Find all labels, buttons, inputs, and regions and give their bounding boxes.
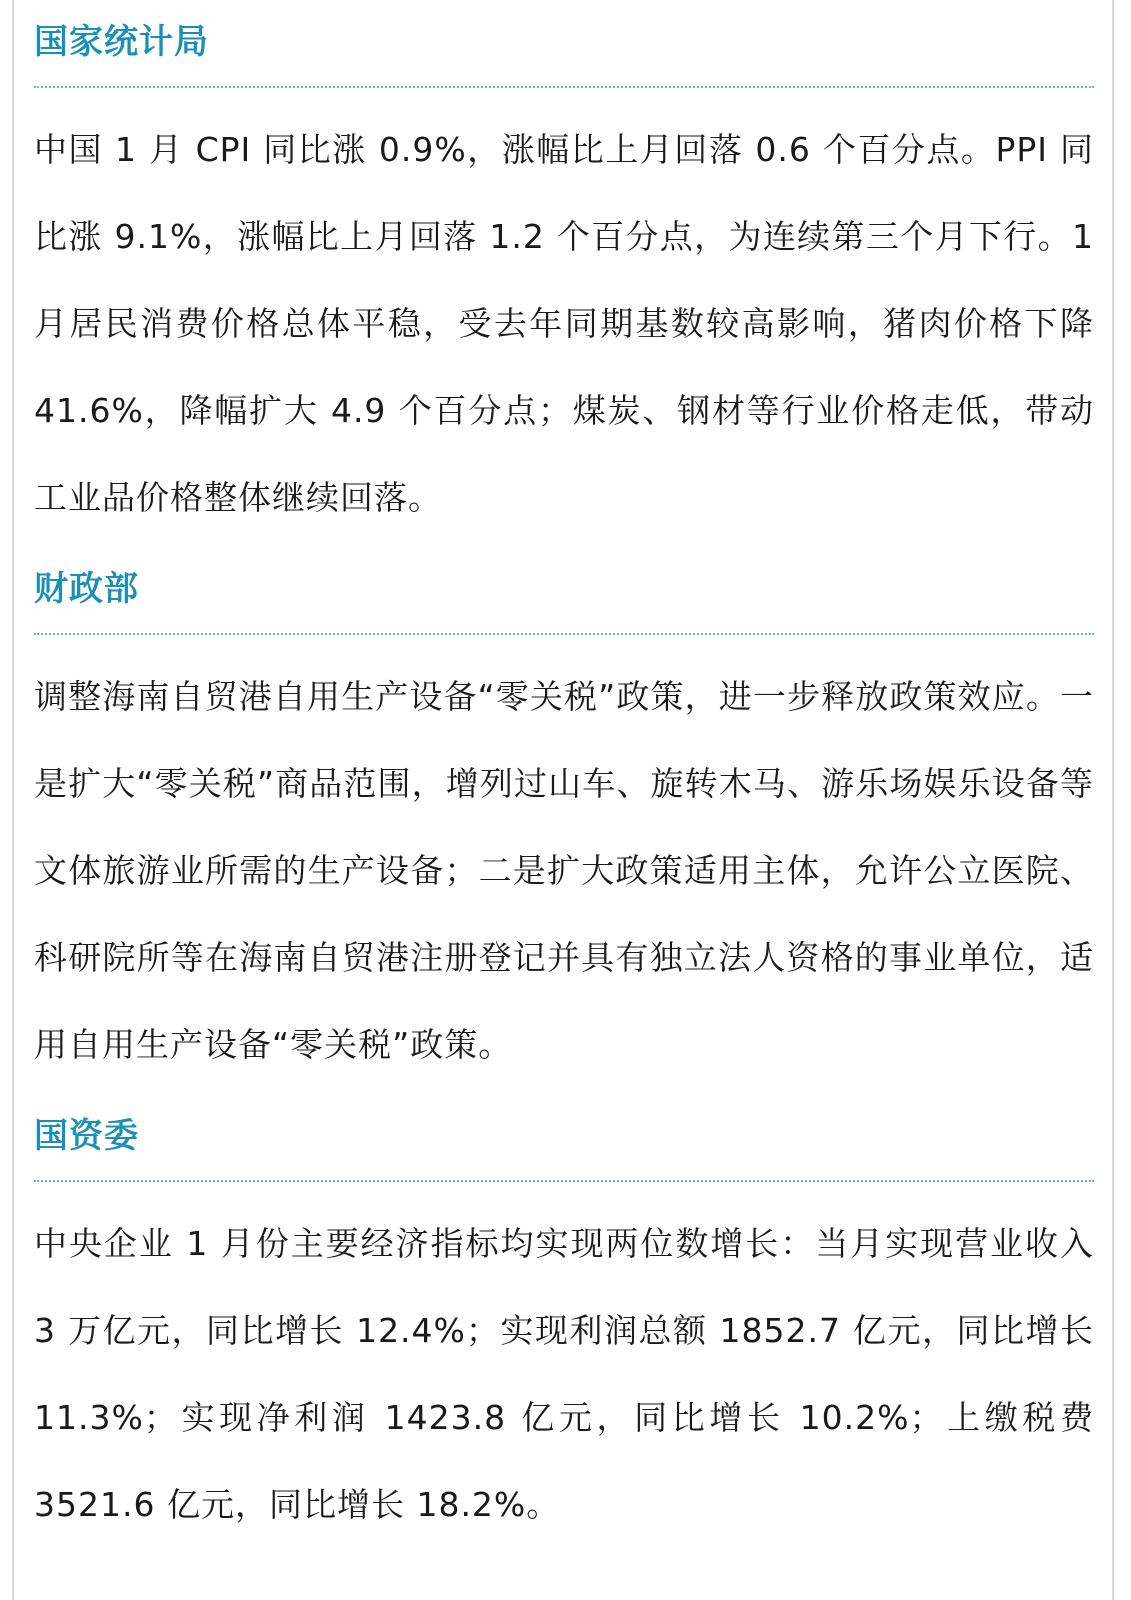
- article-content: [34, 0, 1094, 1554]
- section-sasac: [34, 1094, 1094, 1554]
- section-body: 中央企业 1 月份主要经济指标均实现两位数增长：当月实现营业收入 3 万亿元，同比增长 12.4%；实现利润总额 1852.7 亿元，同比增长 11.3%；实现净利润 1423.8 亿元，同比增长 10.2%；上缴税费 3521.6 亿元，同比增长 18.2%。: [34, 1224, 1094, 1524]
- section-heading: 国资委: [34, 1094, 1094, 1182]
- section-body: 中国 1 月 CPI 同比涨 0.9%，涨幅比上月回落 0.6 个百分点。PPI 同比涨 9.1%，涨幅比上月回落 1.2 个百分点，为连续第三个月下行。1 月居民消费价格总体平稳，受去年同期基数较高影响，猪肉价格下降 41.6%，降幅扩大 4.9 个百分点；煤炭、钢材等行业价格走低，带动工业品价格整体继续回落。: [34, 130, 1094, 517]
- section-heading: 国家统计局: [34, 0, 1094, 88]
- section-mof: [34, 547, 1094, 1094]
- section-body: 调整海南自贸港自用生产设备“零关税”政策，进一步释放政策效应。一是扩大“零关税”商品范围，增列过山车、旋转木马、游乐场娱乐设备等文体旅游业所需的生产设备；二是扩大政策适用主体，允许公立医院、科研院所等在海南自贸港注册登记并具有独立法人资格的事业单位，适用自用生产设备“零关税”政策。: [34, 677, 1094, 1064]
- section-heading: 财政部: [34, 547, 1094, 635]
- section-nbs: [34, 0, 1094, 547]
